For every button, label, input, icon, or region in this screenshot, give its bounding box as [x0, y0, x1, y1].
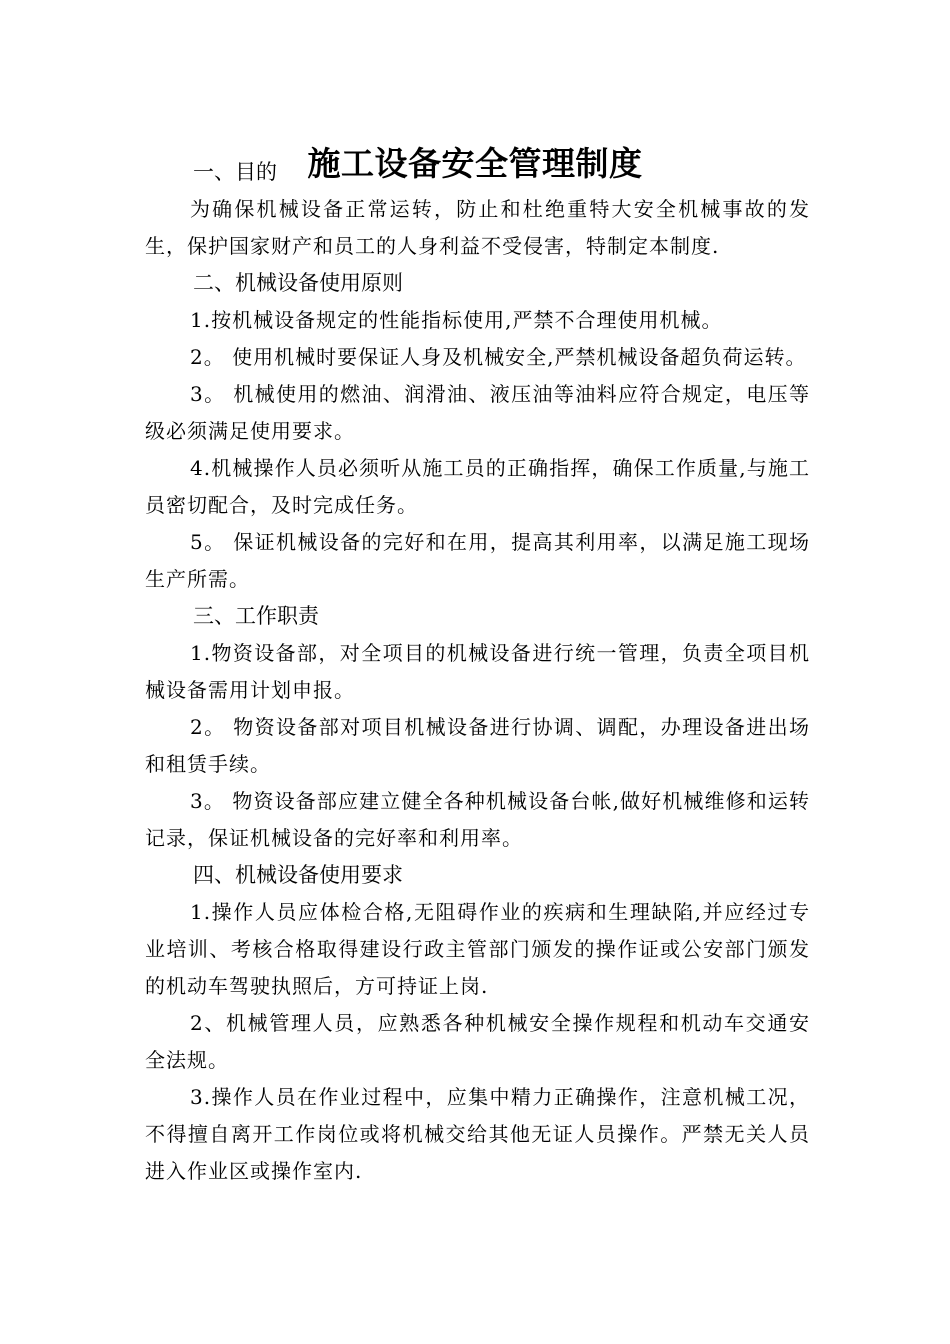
- paragraph: 2、机械管理人员，应熟悉各种机械安全操作规程和机动车交通安全法规。: [145, 1011, 810, 1072]
- section-responsibilities: [145, 598, 810, 857]
- paragraph: 4.机械操作人员必须听从施工员的正确指挥，确保工作质量,与施工员密切配合，及时完成任务。: [145, 456, 810, 517]
- document-body: [145, 154, 810, 1190]
- paragraph: 1.物资设备部，对全项目的机械设备进行统一管理，负责全项目机械设备需用计划申报。: [145, 641, 810, 702]
- paragraph: 5。 保证机械设备的完好和在用，提高其利用率，以满足施工现场生产所需。: [145, 530, 810, 591]
- paragraph: 3.操作人员在作业过程中，应集中精力正确操作，注意机械工况，不得擅自离开工作岗位或将机械交给其他无证人员操作。严禁无关人员进入作业区或操作室内.: [145, 1085, 810, 1183]
- paragraph: 3。 物资设备部应建立健全各种机械设备台帐,做好机械维修和运转记录，保证机械设备的完好率和利用率。: [145, 789, 810, 850]
- section-usage-principles: [145, 265, 810, 598]
- section-heading: 二、机械设备使用原则: [193, 271, 403, 295]
- paragraph: 3。 机械使用的燃油、润滑油、液压油等油料应符合规定，电压等级必须满足使用要求。: [145, 382, 810, 443]
- paragraph: 2。 物资设备部对项目机械设备进行协调、调配，办理设备进出场和租赁手续。: [145, 715, 810, 776]
- section-usage-requirements: [145, 857, 810, 1190]
- section-purpose: [145, 154, 810, 265]
- section-heading: 一、目的: [193, 160, 277, 184]
- section-heading: 四、机械设备使用要求: [193, 863, 403, 887]
- paragraph: 1.按机械设备规定的性能指标使用,严禁不合理使用机械。: [190, 308, 723, 332]
- paragraph: 1.操作人员应体检合格,无阻碍作业的疾病和生理缺陷,并应经过专业培训、考核合格取得建设行政主管部门颁发的操作证或公安部门颁发的机动车驾驶执照后，方可持证上岗.: [145, 900, 810, 998]
- section-heading: 三、工作职责: [193, 604, 319, 628]
- document-title: 施工设备安全管理制度: [307, 144, 643, 184]
- paragraph: 为确保机械设备正常运转，防止和杜绝重特大安全机械事故的发生，保护国家财产和员工的人身利益不受侵害，特制定本制度.: [145, 197, 810, 258]
- paragraph: 2。 使用机械时要保证人身及机械安全,严禁机械设备超负荷运转。: [190, 345, 807, 369]
